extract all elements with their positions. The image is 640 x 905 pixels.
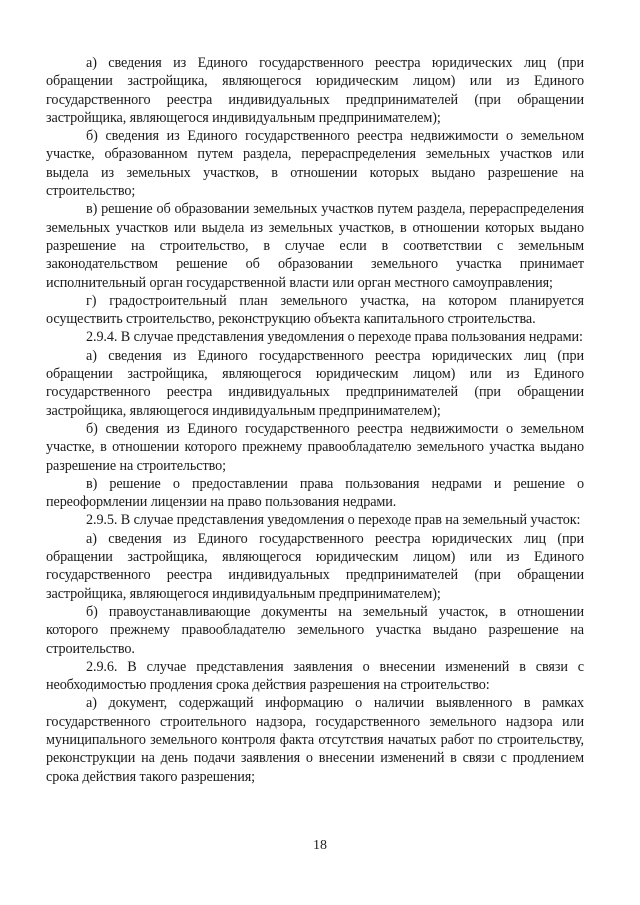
section-2-9-5-heading: 2.9.5. В случае представления уведомления о переходе прав на земельный участок:	[86, 512, 581, 529]
paragraph-4b: б) сведения из Единого государственного реестра недвижимости о земельном участке, в отношении которого прежнему правообладателю земельного участка выдано разрешение на строительство;	[46, 420, 584, 474]
section-2-9-4-heading: 2.9.4. В случае представления уведомления о переходе права пользования недрами:	[86, 329, 583, 346]
paragraph-4a: а) сведения из Единого государственного реестра юридических лиц (при обращении застройщика, являющегося юридическим лицом) или из Единого государственного реестра индивидуальных предпринимателей (при обращении застройщика, являющегося индивидуальным предпринимателем);	[46, 347, 584, 419]
paragraph-3g: г) градостроительный план земельного участка, на котором планируется осуществить строительство, реконструкцию объекта капитального строительства.	[46, 292, 584, 328]
document-body	[46, 54, 584, 786]
page-number: 18	[313, 838, 327, 853]
paragraph-3b: б) сведения из Единого государственного реестра недвижимости о земельном участке, образованном путем раздела, перераспределения земельных участков или выдела из земельных участков, в отношении которых выдано разрешение на строительство;	[46, 128, 584, 200]
paragraph-6a: а) документ, содержащий информацию о наличии выявленного в рамках государственного строительного надзора, государственного земельного надзора или муниципального земельного контроля факта отсутствия начатых работ по строительству, реконструкции на день подачи заявления о внесении изменений в связи с продлением срока действия такого разрешения;	[46, 695, 584, 785]
paragraph-5a: а) сведения из Единого государственного реестра юридических лиц (при обращении застройщика, являющегося юридическим лицом) или из Единого государственного реестра индивидуальных предпринимателей (при обращении застройщика, являющегося индивидуальным предпринимателем);	[46, 530, 584, 602]
paragraph-5b: б) правоустанавливающие документы на земельный участок, в отношении которого прежнему правообладателю земельного участка выдано разрешение на строительство.	[46, 603, 584, 657]
paragraph-3v: в) решение об образовании земельных участков путем раздела, перераспределения земельных участков или выдела из земельных участков, в отношении которых выдано разрешение на строительство, в случае если в соответствии с земельным законодательством решение об образовании земельного участка принимает исполнительный орган государственной власти или орган местного самоуправления;	[46, 201, 584, 291]
section-2-9-6-heading: 2.9.6. В случае представления заявления о внесении изменений в связи с необходимостью продления срока действия разрешения на строительство:	[46, 658, 584, 694]
paragraph-3a: а) сведения из Единого государственного реестра юридических лиц (при обращении застройщика, являющегося юридическим лицом) или из Единого государственного реестра индивидуальных предпринимателей (при обращении застройщика, являющегося индивидуальным предпринимателем);	[46, 55, 584, 126]
paragraph-4v: в) решение о предоставлении права пользования недрами и решение о переоформлении лицензии на право пользования недрами.	[46, 475, 584, 511]
